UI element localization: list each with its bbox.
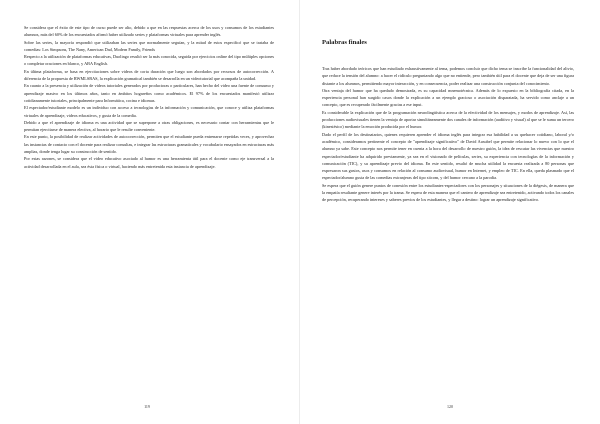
right-paragraph: Se espera que el guión genere puntos de conexión entre los estudiantes-espectadores con los personajes y situaciones de la diégesis, de manera que la empatía resultante genere interés por la trama. Se espera de esta manera que el cantero de aprendizaje sea entretenido, activando todos los canales de percepción, recuperando intereses y saberes previos de los estudiantes, y llegar a destino: lograr un aprendizaje significativo.	[322, 182, 574, 203]
section-heading: Palabras finales	[322, 39, 367, 46]
left-paragraph: En cuanto a la presencia y utilización de videos tutoriales generados por productoras o particulares, han hecho del video una fuente de consumo y aprendizaje masivo en los últimos años, tanto en ámbitos hogareños como académicos. El 97% de los encuestados manifestó utilizar cotidianamente tutoriales, principalmente para Informática, cocina e idiomas.	[24, 83, 274, 103]
left-page-body	[24, 24, 274, 170]
left-paragraph: El espectador/estudiante modelo es un individuo con acceso a tecnologías de la información y comunicación, que conoce y utiliza plataformas virtuales de aprendizaje, videos educativos, y gusta de la comedia.	[24, 105, 274, 118]
left-page-number: 119	[144, 404, 150, 409]
left-paragraph: Sobre las series, la mayoría respondió que utilizaban las series que normalmente seguían, y la mitad de estos especificó que se trataba de comedias: Los Simpsons, The Nany, American Dad, Modern Family, Friends	[24, 39, 274, 52]
right-paragraph: Es considerable la explicación que de la programación neurolingüística acerca de la efectividad de los mensajes, y modos de aprendizaje. Así, las producciones audiovisuales tienen la ventaja de aportar simultáneamente dos canales de información (auditivo y visual) al que se le suma un tercero (kinestésico) mediante la emoción producida por el humor.	[322, 109, 574, 130]
left-paragraph: En este punto, la posibilidad de realizar actividades de autocorrección, permiten que el estudiante pueda entrenarse repetidas veces, y aprovechar las instancias de contacto con el docente para realizar consultas, e integrar las estructuras gramaticales y vocabulario ensayados en estructuras más amplias, donde tenga lugar su construcción de sentido.	[24, 134, 274, 155]
left-paragraph: Por estas razones, se considera que el video educativo asociado al humor es una herramienta útil para el docente como eje transversal a la actividad desarrollada en el aula, sea ésta física o virtual, haciendo más entretenida esta instancia de aprendizaje.	[24, 156, 274, 169]
right-page-number: 120	[447, 404, 453, 409]
right-page-body	[322, 65, 574, 204]
right-paragraph: Otra ventaja del humor que ha quedado demostrada, es su capacidad mnemotécnica. Además de lo expuesto en la bibliografía citada, en la experiencia personal han surgido casos donde la explicación a un ejemplo gracioso o asociación disparatada, ha servido como anclaje a un concepto, que es recuperado fácilmente gracias a ese input.	[322, 87, 574, 108]
left-paragraph: En última plataforma, se basa en ejercitaciones sobre videos de corta duración que luego son abordados por recursos de autocorrección. A diferencia de la propuesta de RWMLSBAS, la explicación gramatical también se desarrolla en un videotutorial que acompaña la unidad.	[24, 68, 274, 82]
left-paragraph: Debido a que el aprendizaje de idioma es una actividad que se superpone a otras obligaciones, es necesario contar con herramientas que le permitan ejercitarse de manera electiva, al horario que le resulte conveniente.	[24, 119, 274, 133]
right-paragraph: Tras haber abordado teóricos que han estudiado exhaustivamente al tema, podemos concluir que dicho tema se inscribe la funcionalidad del alivio, que reduce la tensión del alumno: a hacer el ridículo preguntando algo que no entiende, pero también útil para el docente que deja de ser una figura distante a los alumnos, permitiendo mayor interacción, y en consecuencia, poder realizar una construcción conjunta del conocimiento.	[322, 66, 574, 86]
right-page	[300, 0, 600, 424]
left-paragraph: Respecto a la utilización de plataformas educativas, Duolingo resultó ser la más conocida, seguida por ejercicios online del tipo múltiples opciones o completar oraciones en blanco, y ABA English.	[24, 54, 274, 67]
left-paragraph: Se considera que el éxito de este tipo de curso puede ser alto, debido a que en las respuestas acerca de los usos y consumos de los estudiantes alumnos, más del 60% de los encuestados afirmó haber utilizado series y plataformas virtuales para aprender inglés.	[24, 25, 274, 38]
right-paragraph: Dado el perfil de los destinatarios, quienes requieren aprender el idioma inglés para integrar esa habilidad a su quehacer cotidiano, laboral y/o académico, consideramos pertinente el concepto de "aprendizaje significativo" de David Ausubel que permite relacionar lo nuevo con lo que el alumno ya sabe. Este concepto nos permite tener en cuenta a la hora del desarrollo de nuestro guión, la idea de rescatar las vivencias que nuestro espectador/estudiante ha adquirido previamente, ya sea en el visionado de películas, series, su experiencia con tecnologías de la información y comunicación (TIC), y su aprendizaje previo del idioma. En este sentido, resultó de mucha utilidad la encuesta realizada a 80 personas que expresaron sus gustos, usos y consumos en relación al consumo audiovisual, humor en Internet, y empleo de TIC. En ella, queda plasmado que el espectador/alumno gusta de las comedias extranjeras del tipo sitcom, y del humor cercano a la parodia.	[322, 131, 574, 181]
